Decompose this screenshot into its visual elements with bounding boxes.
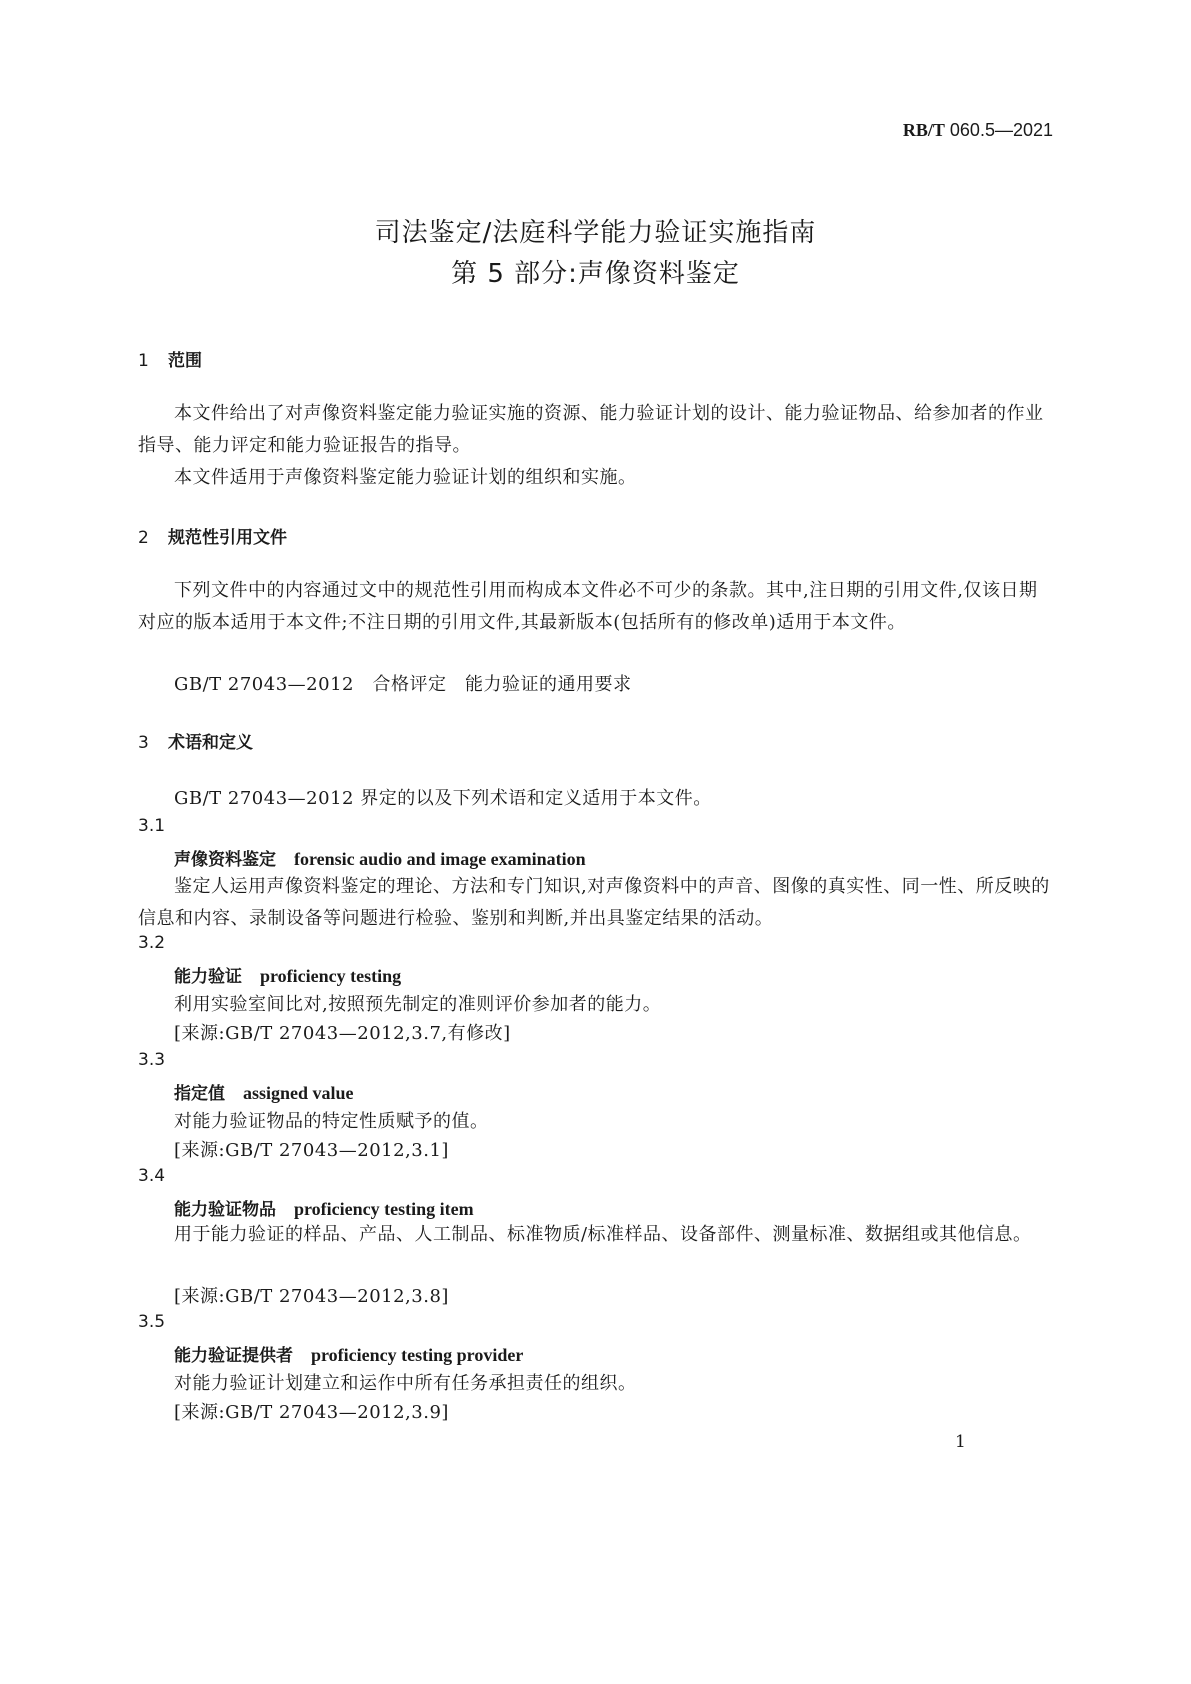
term-number: 3.3 — [138, 1050, 166, 1070]
document-title-line2: 第 5 部分:声像资料鉴定 — [451, 259, 740, 289]
term-number: 3.2 — [138, 933, 166, 953]
term-definition: 利用实验室间比对,按照预先制定的准则评价参加者的能力。 — [174, 994, 662, 1015]
term-definition: 鉴定人运用声像资料鉴定的理论、方法和专门知识,对声像资料中的声音、图像的真实性、同一性、所反映的信息和内容、录制设备等问题进行检验、鉴别和判断,并出具鉴定结果的活动。 — [138, 876, 1050, 929]
term-source: [来源:GB/T 27043—2012,3.8] — [174, 1286, 449, 1307]
section-2-paragraph-1: 下列文件中的内容通过文中的规范性引用而构成本文件必不可少的条款。其中,注日期的引用文件,仅该日期对应的版本适用于本文件;不注日期的引用文件,其最新版本(包括所有的修改单)适用于本文件。 — [138, 580, 1038, 633]
term-source: [来源:GB/T 27043—2012,3.9] — [174, 1402, 449, 1423]
standard-prefix: RB/T — [902, 120, 945, 140]
section-heading-2: 2 规范性引用文件 — [138, 528, 287, 548]
term-heading: 能力验证提供者 proficiency testing provider — [174, 1345, 524, 1366]
standard-code — [903, 120, 1053, 141]
term-heading: 声像资料鉴定 forensic audio and image examination — [174, 849, 586, 870]
section-3-intro: GB/T 27043—2012 界定的以及下列术语和定义适用于本文件。 — [174, 788, 712, 809]
section-heading-3: 3 术语和定义 — [138, 733, 253, 753]
term-definition: 对能力验证物品的特定性质赋予的值。 — [174, 1111, 489, 1132]
term-number: 3.4 — [138, 1166, 166, 1186]
term-heading: 指定值 assigned value — [174, 1083, 354, 1104]
page-number: 1 — [955, 1432, 966, 1452]
term-definition: 对能力验证计划建立和运作中所有任务承担责任的组织。 — [174, 1373, 637, 1394]
term-source: [来源:GB/T 27043—2012,3.1] — [174, 1140, 449, 1161]
term-source: [来源:GB/T 27043—2012,3.7,有修改] — [174, 1023, 511, 1044]
term-heading: 能力验证 proficiency testing — [174, 966, 402, 987]
term-number: 3.1 — [138, 816, 166, 836]
normative-reference: GB/T 27043—2012 合格评定 能力验证的通用要求 — [174, 674, 632, 695]
document-title-line1: 司法鉴定/法庭科学能力验证实施指南 — [374, 218, 817, 248]
section-1-paragraph-2: 本文件适用于声像资料鉴定能力验证计划的组织和实施。 — [174, 467, 637, 488]
standard-number: 060.5—2021 — [944, 120, 1053, 140]
term-definition: 用于能力验证的样品、产品、人工制品、标准物质/标准样品、设备部件、测量标准、数据组或其他信息。 — [174, 1224, 1032, 1245]
section-heading-1: 1 范围 — [138, 351, 202, 371]
section-1-paragraph-1: 本文件给出了对声像资料鉴定能力验证实施的资源、能力验证计划的设计、能力验证物品、给参加者的作业指导、能力评定和能力验证报告的指导。 — [138, 403, 1044, 456]
term-heading: 能力验证物品 proficiency testing item — [174, 1199, 474, 1220]
term-number: 3.5 — [138, 1312, 166, 1332]
